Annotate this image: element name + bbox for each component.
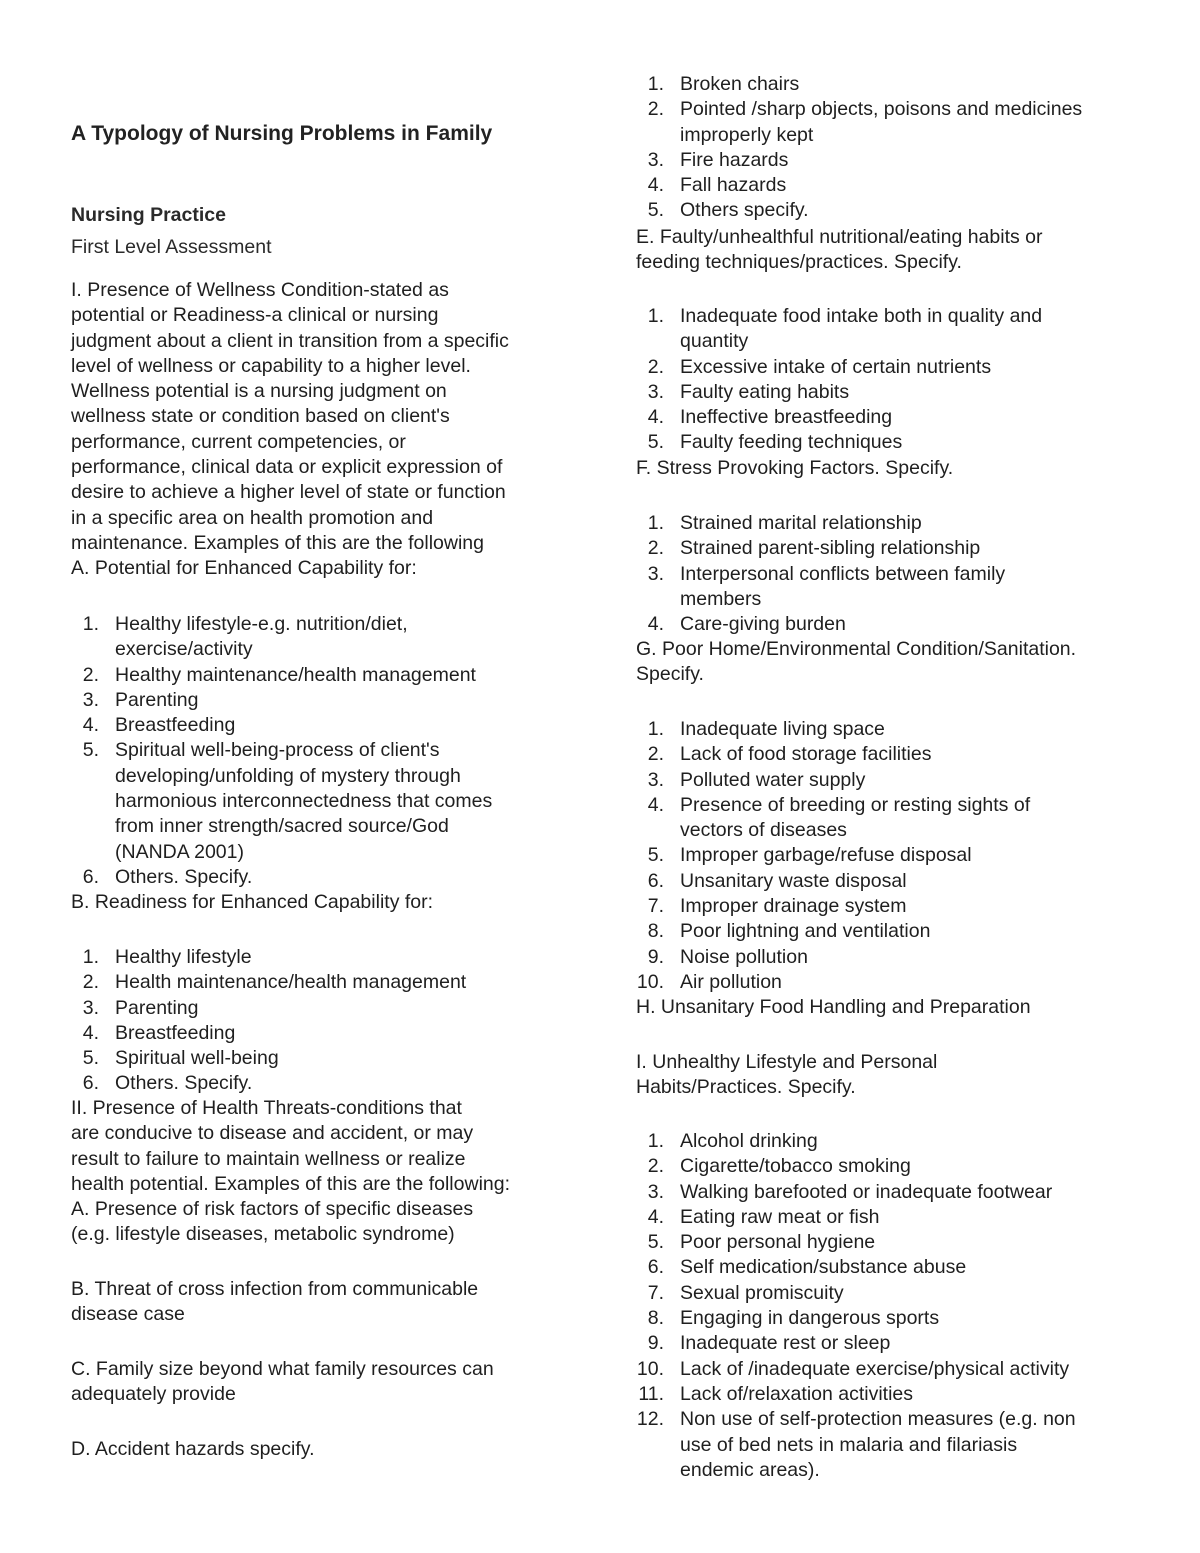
list-item-number: 2. [82,663,99,686]
text-line: Habits/Practices. Specify. [636,1076,856,1099]
list-item-number: 4. [82,1021,99,1044]
list-item-number: 7. [647,1281,664,1304]
text-line: Specify. [636,663,704,686]
list-item-text: Breastfeeding [115,1021,236,1044]
list-item-text: Interpersonal conflicts between family [680,562,1006,585]
text-line: B. Threat of cross infection from communicable [71,1278,479,1300]
heading-f-text: F. Stress Provoking Factors. Specify. [636,457,954,479]
list-item-text: Faulty eating habits [680,380,850,403]
list-item-text: Spiritual well-being-process of client's [115,739,440,762]
text-line: judgment about a client in transition from a specific [71,329,509,352]
list-item-text: from inner strength/sacred source/God [115,815,449,838]
text-line: disease case [71,1303,185,1326]
list-item-number: 5. [82,739,99,762]
list-item-text: Self medication/substance abuse [680,1256,967,1279]
list-item-text: Engaging in dangerous sports [680,1307,940,1330]
text-line: performance, current competencies, or [71,430,406,453]
section-ii-paragraph [71,1096,510,1248]
list-item-text: harmonious interconnectedness that comes [115,790,493,813]
heading-g [636,637,1076,688]
list-item-text: Faulty feeding techniques [680,431,903,454]
nursing-practice-heading: Nursing Practice [71,204,226,226]
threat-d-text: D. Accident hazards specify. [71,1438,315,1460]
list-item-number: 6. [82,1072,99,1095]
text-line: in a specific area on health promotion and [71,506,434,529]
list-item-text: Polluted water supply [680,768,866,791]
text-line: potential or Readiness-a clinical or nursing [71,304,439,327]
list-item-number: 4. [647,174,664,197]
list-item-text: Inadequate living space [680,718,885,740]
list-item-number: 5. [82,1047,99,1070]
list-item-text: Excessive intake of certain nutrients [680,355,992,378]
text-line: Wellness potential is a nursing judgment on [71,380,447,403]
threat-d [71,1437,315,1462]
list-item-text: quantity [680,330,749,353]
list-item-number: 5. [647,1231,664,1254]
list-item-text: developing/unfolding of mystery through [115,764,461,787]
text-line: adequately provide [71,1383,236,1406]
list-item-number: 4. [647,1205,664,1228]
list-item-text: Others specify. [680,199,809,222]
list-item-number: 2. [647,1155,664,1178]
list-item-text: Healthy lifestyle [115,946,252,968]
heading-b [71,890,433,915]
list-item-text: Improper drainage system [680,895,907,918]
list-item-number: 10. [636,1357,664,1380]
list-item-text: Cigarette/tobacco smoking [680,1155,911,1178]
text-line: feeding techniques/practices. Specify. [636,251,962,274]
list-item-text: Parenting [115,996,199,1019]
list-item-text: Inadequate food intake both in quality and [680,305,1043,327]
list-item-text: Lack of food storage facilities [680,743,932,766]
list-item-text: members [680,587,762,610]
list-item-text: Ineffective breastfeeding [680,406,893,429]
threat-b [71,1277,478,1328]
list-item-number: 2. [647,537,664,560]
text-line: A. Potential for Enhanced Capability for: [71,557,417,580]
section-i-paragraph [71,278,509,582]
list-item-number: 8. [647,920,664,943]
list-item-text: Strained marital relationship [680,512,922,534]
list-item-number: 4. [647,793,664,816]
list-item-text: Sexual promiscuity [680,1281,844,1304]
list-item-number: 4. [647,406,664,429]
list-item-number: 3. [82,996,99,1019]
list-item-number: 3. [647,380,664,403]
list-item-text: Breastfeeding [115,714,236,737]
heading-b-text: B. Readiness for Enhanced Capability for: [71,891,434,913]
list-item-number: 3. [82,688,99,711]
list-item-number: 1. [647,718,664,740]
document-title: A Typology of Nursing Problems in Family [71,122,493,145]
list-item-text: Unsanitary waste disposal [680,869,907,892]
text-line: C. Family size beyond what family resources can [71,1358,494,1380]
list-item-text: Care-giving burden [680,613,846,636]
text-line: I. Unhealthy Lifestyle and Personal [636,1051,938,1073]
list-item-number: 3. [647,1180,664,1203]
list-item-number: 5. [647,199,664,222]
list-item-number: 7. [647,895,664,918]
list-item-text: Noise pollution [680,945,808,968]
list-item-number: 3. [647,768,664,791]
first-level-heading: First Level Assessment [71,236,272,258]
text-line: wellness state or condition based on client's [71,405,450,428]
list-item-text: Air pollution [680,970,782,993]
list-item-number: 5. [647,431,664,454]
list-item-number: 11. [638,1382,664,1405]
list-item-number: 1. [82,613,99,635]
list-item-text: Poor personal hygiene [680,1231,876,1254]
list-item-number: 12. [636,1408,664,1431]
heading-i [636,1050,937,1101]
text-line: health potential. Examples of this are the following: [71,1172,511,1195]
list-item-text: Lack of /inadequate exercise/physical activity [680,1357,1070,1380]
heading-h-text: H. Unsanitary Food Handling and Preparation [636,996,1031,1018]
text-line: maintenance. Examples of this are the following [71,531,484,554]
list-item-number: 9. [647,945,664,968]
list-item-text: Strained parent-sibling relationship [680,537,981,560]
list-item-number: 1. [647,305,664,327]
list-item-number: 6. [647,1256,664,1279]
text-line: result to failure to maintain wellness or realize [71,1147,466,1170]
list-item-text: Eating raw meat or fish [680,1205,880,1228]
text-line: I. Presence of Wellness Condition-stated as [71,279,449,301]
list-item-number: 2. [647,355,664,378]
list-item-number: 9. [647,1332,664,1355]
list-item-number: 6. [82,865,99,888]
text-line: E. Faulty/unhealthful nutritional/eating habits or [636,226,1043,248]
text-line: (e.g. lifestyle diseases, metabolic syndrome) [71,1223,455,1246]
list-item-text: use of bed nets in malaria and filariasis [680,1433,1018,1456]
list-item-text: Others. Specify. [115,1072,253,1095]
list-item-number: 2. [647,743,664,766]
heading-f [636,456,953,481]
list-item-number: 4. [647,613,664,636]
list-item-text: Inadequate rest or sleep [680,1332,891,1355]
list-item-text: Parenting [115,688,199,711]
list-item-text: Broken chairs [680,73,800,95]
text-line: A. Presence of risk factors of specific diseases [71,1198,474,1221]
list-item-text: (NANDA 2001) [115,840,244,863]
list-item-text: Lack of/relaxation activities [680,1382,914,1405]
list-item-text: Walking barefooted or inadequate footwear [680,1180,1053,1203]
text-line: are conducive to disease and accident, or may [71,1122,474,1145]
list-item-text: Presence of breeding or resting sights of [680,793,1031,816]
list-item-text: Healthy lifestyle-e.g. nutrition/diet, [115,613,408,635]
list-item-text: exercise/activity [115,638,253,661]
list-item-text: Alcohol drinking [680,1130,818,1152]
list-item-text: Improper garbage/refuse disposal [680,844,972,867]
list-item-text: Others. Specify. [115,865,253,888]
list-item-number: 3. [647,148,664,171]
heading-e [636,225,1043,276]
heading-h [636,995,1031,1020]
text-line: desire to achieve a higher level of state or function [71,481,506,504]
list-item-text: Non use of self-protection measures (e.g. non [680,1408,1076,1431]
list-item-text: Spiritual well-being [115,1047,279,1070]
text-line: level of wellness or capability to a higher level. [71,354,471,377]
list-item-text: improperly kept [680,123,814,146]
threat-c [71,1357,494,1408]
list-item-text: Health maintenance/health management [115,971,467,994]
list-item-number: 2. [647,98,664,121]
list-item-number: 4. [82,714,99,737]
text-line: II. Presence of Health Threats-conditions that [71,1097,462,1119]
list-item-number: 8. [647,1307,664,1330]
list-item-number: 2. [82,971,99,994]
list-item-text: Fall hazards [680,174,787,197]
text-line: performance, clinical data or explicit expression of [71,456,503,479]
list-item-number: 3. [647,562,664,585]
list-item-text: vectors of diseases [680,819,847,842]
list-item-number: 5. [647,844,664,867]
list-item-text: Pointed /sharp objects, poisons and medicines [680,98,1083,121]
list-item-text: endemic areas). [680,1458,820,1481]
list-item-number: 1. [647,1130,664,1152]
list-item-number: 1. [647,73,664,95]
list-item-number: 6. [647,869,664,892]
list-item-number: 1. [647,512,664,534]
list-item-text: Fire hazards [680,148,789,171]
list-item-number: 10. [636,970,664,993]
text-line: G. Poor Home/Environmental Condition/Sanitation. [636,638,1077,660]
list-item-text: Poor lightning and ventilation [680,920,931,943]
list-item-text: Healthy maintenance/health management [115,663,476,686]
list-item-number: 1. [82,946,99,968]
